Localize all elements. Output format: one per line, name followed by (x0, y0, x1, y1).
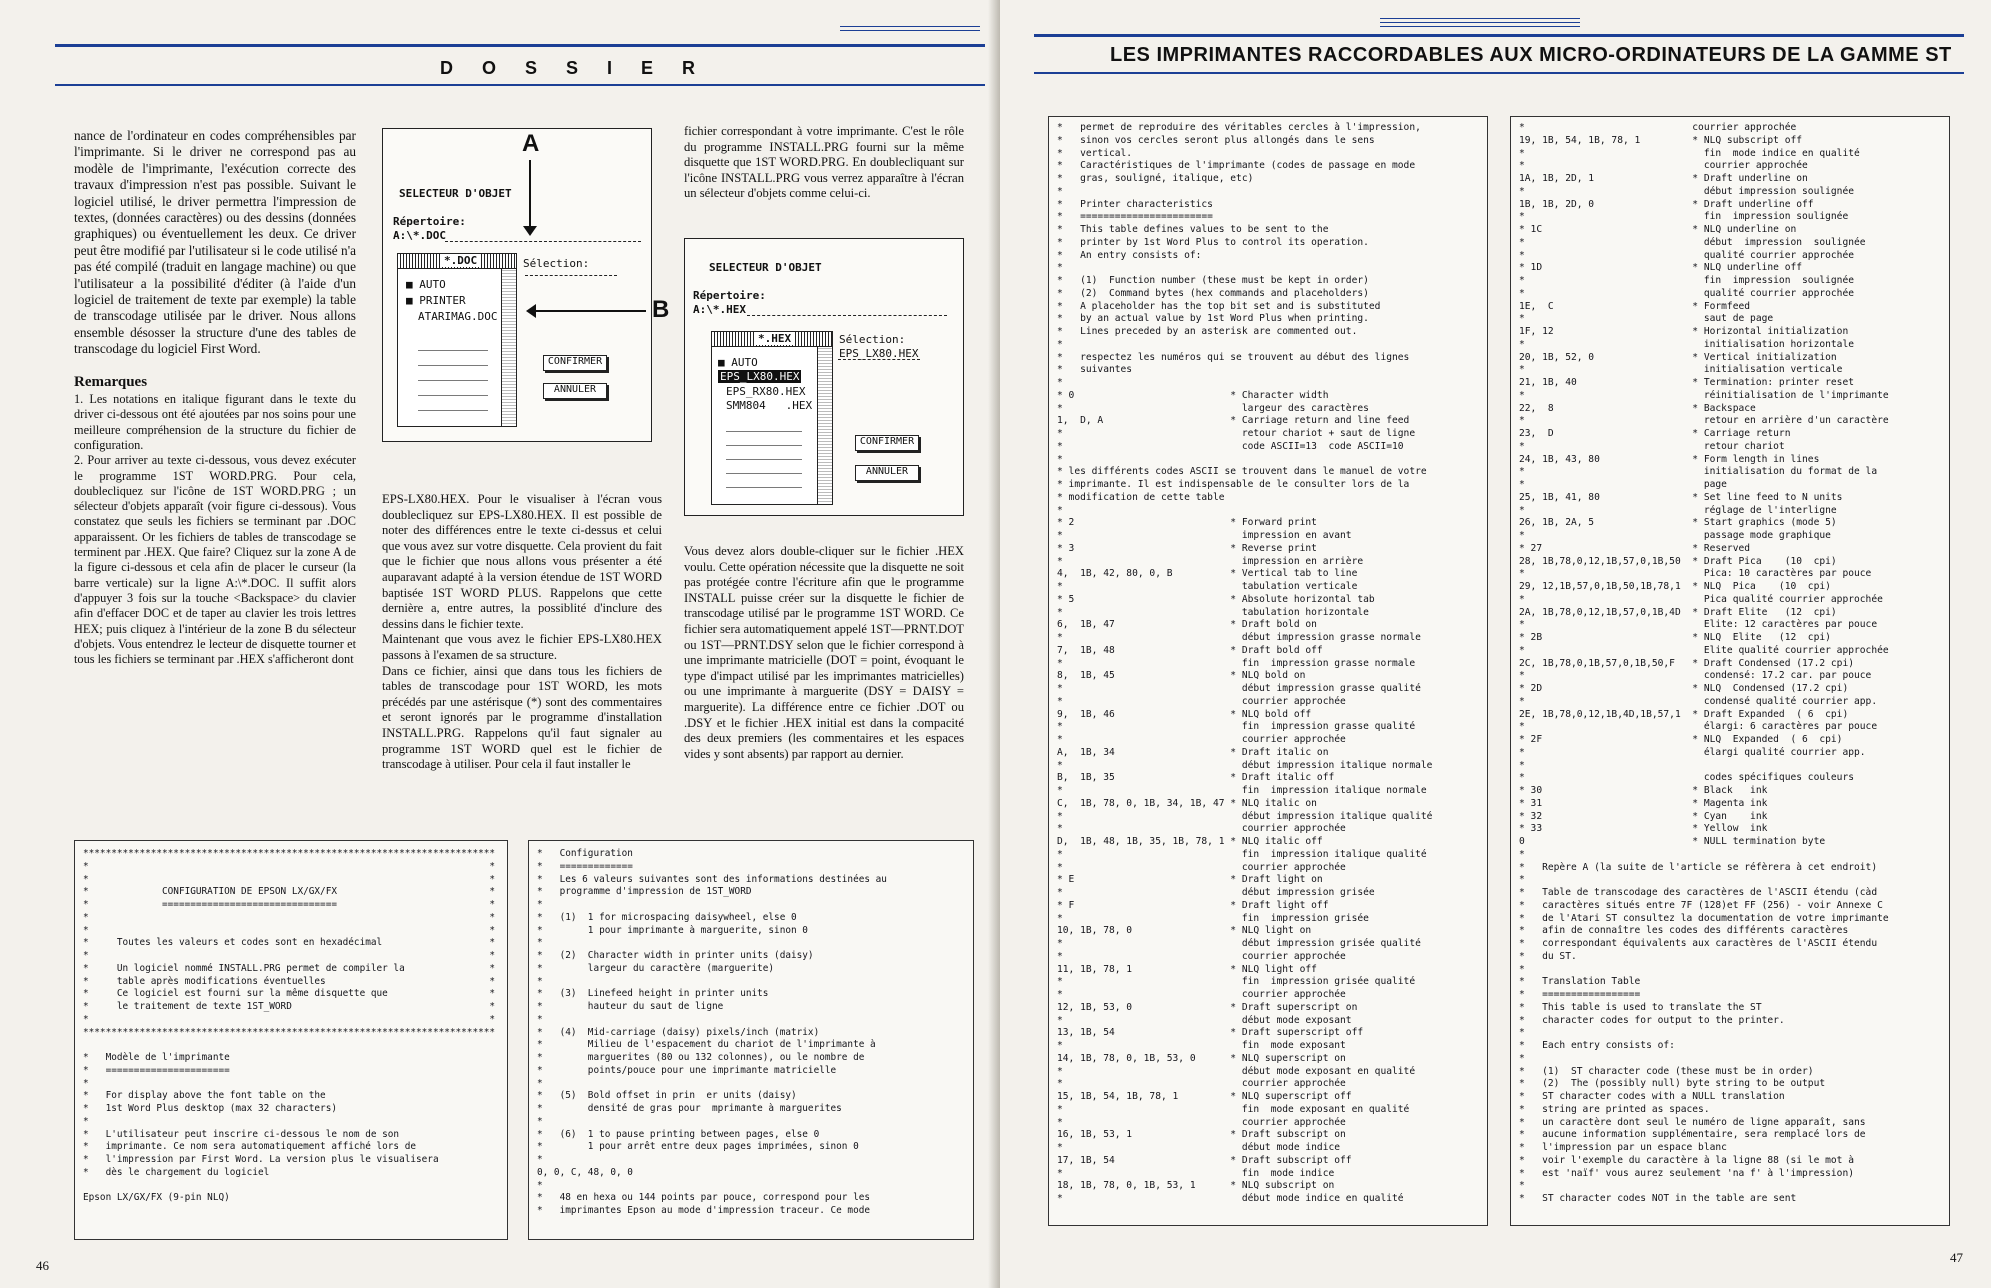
code-line: * retour chariot + saut de ligne (1057, 428, 1416, 439)
object-selector-figure-2 (684, 238, 964, 516)
code-line: * (2) The (possibly null) byte string to be output (1519, 1078, 1826, 1090)
scrollbar[interactable] (501, 269, 516, 426)
page-number: 46 (36, 1258, 49, 1273)
code-line: 17, 1B, 54 * Draft subscript off (1057, 1154, 1352, 1166)
code-line: * ============= (537, 860, 633, 872)
code-line: 11, 1B, 78, 1 * NLQ light off (1057, 963, 1317, 975)
code-line: * page (1519, 479, 1727, 490)
code-line: * vertical. (1057, 147, 1133, 159)
marker-b: B (652, 296, 670, 323)
file-item[interactable]: ATARIMAG.DOC (418, 310, 498, 323)
directory-label: Répertoire: (693, 289, 766, 302)
window-title: *.DOC (444, 254, 478, 267)
file-list-window (711, 331, 833, 505)
code-line: * passage mode graphique (1519, 530, 1831, 541)
code-line: * 1C * NLQ underline on (1519, 224, 1797, 235)
code-line: * initialisation du format de la (1519, 466, 1878, 478)
code-line: 22, 8 * Backspace (1519, 402, 1756, 414)
code-line: * * (83, 911, 496, 923)
header-rule-thin (1380, 26, 1580, 27)
arrow-a-line (529, 160, 531, 230)
code-line: * modification de cette table (1057, 491, 1225, 503)
code-line: * (1519, 1027, 1525, 1039)
code-line: 21, 1B, 40 * Termination: printer reset (1519, 377, 1855, 388)
code-line: 10, 1B, 78, 0 * NLQ light on (1057, 925, 1312, 937)
code-box-printer-characteristics (1048, 116, 1488, 1226)
header-rule-thin (840, 30, 980, 31)
code-line: 2C, 1B,78,0,1B,57,0,1B,50,F * Draft Condensed (17.2 cpi) (1519, 657, 1855, 669)
code-line: * Ce logiciel est fourni sur la même disquette que * (83, 988, 496, 1000)
page-title: LES IMPRIMANTES RACCORDABLES AUX MICRO-ORDINATEURS DE LA GAMME ST (1110, 44, 1952, 66)
code-line: ************************************************************************* (83, 1026, 496, 1038)
code-line: * * (83, 873, 496, 885)
code-line: * This table defines values to be sent to the (1057, 224, 1329, 235)
code-line: * (537, 1154, 543, 1165)
file-item-selected[interactable]: EPS_LX80.HEX (720, 370, 800, 383)
code-line: * début impression italique normale (1057, 759, 1433, 771)
code-line: 0, 0, C, 48, 0, 0 (537, 1166, 633, 1178)
paragraph: fichier correspondant à votre imprimante. C'est le rôle du programme INSTALL.PRG fourni sur la même disquette que 1ST WORD.PRG. En doublecliquant sur l'icône INSTALL.PRG vous verrez apparaître à l'écran un sélecteur d'objets comme celui-ci. (684, 124, 964, 201)
code-line: * points/pouce pour une imprimante matricielle (537, 1064, 837, 1076)
code-line: * F * Draft light off (1057, 899, 1329, 911)
path-underline (747, 315, 947, 316)
code-line: * fin impression grisée qualité (1057, 976, 1416, 988)
code-line: * l'impression par un espace blanc (1519, 1142, 1727, 1153)
code-line: A, 1B, 34 * Draft italic on (1057, 746, 1329, 758)
paragraph: nance de l'ordinateur en codes compréhensibles par l'imprimante. Si le driver ne correspond pas au modèle de l'imprimante, l'exécution correcte des travaux d'impression n'est pas possible. Suivant le logiciel utilisé, le driver permettra l'impression de textes, (données caractères) ou des dessins (données graphiques) ou éventuellement les deux. Ce driver peut être modifié par l'utilisateur si le code utilisé n'a pas été compilé (traduit en langage machine) ou que l'utilisateur a la possibilité d'éditer (à l'aide d'un logiciel de traitement de texte par exemple) la table de transcodage utilisée par le driver. Nous allons ensemble désosser la structure d'une des tables de transcodage du logiciel First Word. (74, 128, 356, 357)
paragraph: 1. Les notations en italique figurant dans le texte du driver ci-dessous ont été ajoutées par nos soins pour une meilleure compréhension de la structure du fichier de configuration. (74, 392, 356, 452)
code-line: * * (83, 950, 496, 961)
code-line: * Each entry consists of: (1519, 1040, 1675, 1051)
code-line: * correspondant équivalents aux caractères de l'ASCII étendu (1519, 938, 1878, 949)
code-line: * le traitement de texte 1ST_WORD * (83, 1001, 496, 1012)
code-line: * Table de transcodage des caractères de l'ASCII étendu (càd (1519, 887, 1878, 898)
code-line: * impression en avant (1057, 530, 1352, 541)
code-line: * (537, 899, 543, 910)
header-rule-bottom (55, 84, 985, 86)
section-label: D O S S I E R (440, 58, 708, 78)
code-line: * fin impression italique normale (1057, 785, 1427, 796)
code-line: * imprimantes Epson au mode d'impression traceur. Ce mode (537, 1205, 871, 1216)
code-line: * 1 pour arrêt entre deux pages imprimées, sinon 0 (537, 1141, 859, 1153)
code-line: * largeur des caractères (1057, 402, 1369, 414)
code-line: * This table is used to translate the ST (1519, 1001, 1762, 1013)
code-line: * densité de gras pour mprimante à marguerites (537, 1103, 842, 1114)
code-line: * début impression soulignée (1519, 185, 1855, 197)
code-line: * by an actual value by 1st Word Plus when printing. (1057, 313, 1369, 325)
code-line: * (1057, 504, 1063, 516)
code-line: * respectez les numéros qui se trouvent au début des lignes (1057, 351, 1410, 363)
code-line: * Modèle de l'imprimante (83, 1052, 230, 1063)
marker-a: A (522, 130, 540, 157)
code-line: * 31 * Magenta ink (1519, 797, 1768, 809)
column-1 (74, 128, 356, 667)
code-line: * les différents codes ASCII se trouvent dans le manuel de votre (1057, 466, 1427, 478)
code-line: * table après modifications éventuelles * (83, 975, 496, 987)
code-line: * Elite qualité courrier approchée (1519, 644, 1889, 656)
code-line: * 1st Word Plus desktop (max 32 characters) (83, 1103, 337, 1114)
code-line: * initialisation verticale (1519, 364, 1843, 376)
code-line: * saut de page (1519, 313, 1774, 325)
code-line: * 2 * Forward print (1057, 517, 1317, 529)
code-line: 2E, 1B,78,0,12,1B,4D,1B,57,1 * Draft Expanded ( 6 cpi) (1519, 708, 1849, 720)
code-line: * =============================== * (83, 899, 496, 910)
code-line: * courrier approchée (1057, 1078, 1346, 1090)
figure-title: SELECTEUR D'OBJET (399, 187, 512, 200)
code-line: * voir l'exemple du caractère à la ligne 88 (si le mot à (1519, 1154, 1855, 1166)
code-line: * caractères situés entre 7F (128)et FF (256) - voir Annexe C (1519, 899, 1883, 911)
code-line: * Elite: 12 caractères par pouce (1519, 619, 1878, 631)
file-item[interactable]: ■ AUTO (406, 278, 446, 291)
code-line: * est 'naïf' vous aurez seulement 'na f' à l'impression) (1519, 1167, 1855, 1179)
code-line: * (1519, 963, 1525, 975)
header-rule-thin (1380, 18, 1580, 19)
code-line: * tabulation verticale (1057, 581, 1358, 592)
code-line: 16, 1B, 53, 1 * Draft subscript on (1057, 1129, 1346, 1141)
code-line: * début mode indice (1057, 1142, 1341, 1153)
paragraph: 2. Pour arriver au texte ci-dessous, vous devez exécuter le programme 1ST WORD.PRG. Pour cela, doublecliquez sur l'icône de 1ST WORD.PRG ; un sélecteur d'objets apparaît (voir figure ci-dessous). Vous constatez que seuls les fichiers se terminant par .DOC apparaissent. Or les fichiers de tables de transcodage se terminent par .HEX. Que faire? Cliquez sur la zone A de la figure ci-dessous et cela afin de placer le curseur (la barre verticale) sur la ligne A:\*.DOC. Il suffit alors d'appuyer 3 fois sur la touche <Backspace> du clavier afin d'effacer DOC et de taper au clavier les trois lettres HEX; puis cliquez à l'intérieur de la zone B du sélecteur d'objets. Vous entendrez le lecteur de disquette tourner et tous les fichiers se terminant par .HEX s'afficheront dont (74, 453, 356, 667)
code-line: * 1D * NLQ underline off (1519, 262, 1803, 274)
file-list-window (397, 253, 517, 427)
code-line: * qualité courrier approchée (1519, 287, 1855, 299)
code-line: * ====================== (83, 1064, 230, 1076)
code-line: 15, 1B, 54, 1B, 78, 1 * NLQ superscript off (1057, 1091, 1352, 1102)
code-line: * courrier approchée (1057, 950, 1346, 962)
code-line: * (4) Mid-carriage (daisy) pixels/inch (matrix) (537, 1026, 820, 1038)
paragraph: Maintenant que vous avez le fichier EPS-LX80.HEX passons à l'examen de sa structure. (382, 632, 662, 662)
selection-value[interactable]: EPS_LX80.HEX (839, 347, 919, 360)
code-line: * ================= (1519, 989, 1641, 1000)
code-line: * gras, souligné, italique, etc) (1057, 173, 1254, 184)
code-line: * string are printed as spaces. (1519, 1103, 1710, 1115)
code-line: * * (83, 860, 496, 872)
code-line: D, 1B, 48, 1B, 35, 1B, 78, 1 * NLQ italic off (1057, 836, 1323, 847)
code-line: * (6) 1 to pause printing between pages, else 0 (537, 1128, 820, 1140)
code-line: * 30 * Black ink (1519, 785, 1768, 796)
code-line: * élargi qualité courrier app. (1519, 746, 1866, 758)
code-line: * de l'Atari ST consultez la documentation de votre imprimante (1519, 912, 1889, 924)
code-line: * (1057, 338, 1063, 350)
empty-slots (726, 418, 802, 498)
code-line: 13, 1B, 54 * Draft superscript off (1057, 1027, 1364, 1039)
code-line: ************************************************************************* (83, 848, 496, 859)
arrow-a-head (523, 226, 537, 236)
code-line: * 27 * Reserved (1519, 542, 1751, 554)
arrow-b-line (536, 310, 646, 312)
code-line: * hauteur du saut de ligne (537, 1001, 724, 1012)
code-line: * * (83, 924, 496, 936)
code-line: * (83, 1115, 89, 1127)
code-line: * Pica: 10 caractères par pouce (1519, 568, 1872, 580)
code-line: * (1519, 848, 1525, 860)
arrow-b-head (526, 304, 536, 318)
code-line: 9, 1B, 46 * NLQ bold off (1057, 708, 1312, 720)
code-line: * character codes for output to the printer. (1519, 1014, 1785, 1026)
column-3-top (684, 124, 964, 202)
code-line: * (5) Bold offset in prin er units (daisy) (537, 1090, 797, 1102)
file-item[interactable]: EPS_RX80.HEX (726, 385, 806, 398)
code-box-configuration (528, 840, 974, 1240)
code-line: * fin impression grasse qualité (1057, 721, 1416, 733)
empty-slots (418, 336, 488, 420)
code-line: * (1519, 759, 1525, 771)
header-rule-bottom (1034, 72, 1964, 74)
directory-label: Répertoire: (393, 215, 466, 228)
code-line: * code ASCII=13 code ASCII=10 (1057, 440, 1404, 452)
code-line: * fin impression grisée (1057, 912, 1369, 924)
code-line: 26, 1B, 2A, 5 * Start graphics (mode 5) (1519, 517, 1837, 529)
code-line: * afin de connaître les codes des différents caractères (1519, 925, 1849, 937)
code-line: * Pica qualité courrier approchée (1519, 593, 1883, 605)
file-item[interactable]: ■ PRINTER (406, 294, 466, 307)
code-line: 18, 1B, 78, 0, 1B, 53, 1 * NLQ subscript on (1057, 1180, 1335, 1192)
path-underline (445, 241, 641, 242)
code-line: 25, 1B, 41, 80 * Set line feed to N units (1519, 491, 1843, 503)
code-line: * 3 * Reverse print (1057, 542, 1317, 554)
figure-title: SELECTEUR D'OBJET (709, 261, 822, 274)
code-line: * (1519, 1052, 1525, 1064)
code-line: * (1519, 874, 1525, 886)
code-line: * condensé qualité courrier app. (1519, 695, 1878, 707)
code-line: * 0 * Character width (1057, 389, 1329, 401)
code-line: C, 1B, 78, 0, 1B, 34, 1B, 47 * NLQ italic on (1057, 797, 1317, 809)
selection-label: Sélection: (523, 257, 590, 270)
column-2 (382, 492, 662, 773)
code-line: * courrier approchée (1057, 989, 1346, 1000)
code-line: * qualité courrier approchée (1519, 249, 1855, 261)
code-line: * (1) 1 for microspacing daisywheel, else 0 (537, 911, 797, 923)
code-line: * début impression grisée qualité (1057, 938, 1421, 949)
code-line: * (537, 1013, 543, 1025)
code-line: 6, 1B, 47 * Draft bold on (1057, 619, 1317, 631)
cancel-button[interactable]: ANNULER (543, 383, 607, 399)
code-line: * fin mode indice en qualité (1519, 147, 1860, 159)
code-line: * (1) ST character code (these must be in order) (1519, 1065, 1814, 1077)
header-rule-thin (1380, 22, 1580, 23)
code-line: * retour en arrière d'un caractère (1519, 415, 1889, 427)
right-page (1000, 0, 1991, 1288)
code-line: * courrier approchée (1057, 1116, 1346, 1128)
selection-field[interactable] (525, 275, 617, 276)
code-line: * (1) Function number (these must be kept in order) (1057, 275, 1369, 286)
code-line: * courrier approchée (1519, 160, 1808, 172)
code-line: * début mode exposant (1057, 1014, 1352, 1026)
code-line: * For display above the font table on the (83, 1090, 326, 1102)
code-line: * permet de reproduire des véritables cercles à l'impression, (1057, 122, 1421, 133)
code-line: 14, 1B, 78, 0, 1B, 53, 0 * NLQ superscript on (1057, 1052, 1346, 1064)
code-line: 29, 12,1B,57,0,1B,50,1B,78,1 * NLQ Pica (10 cpi) (1519, 581, 1831, 592)
code-line: * ST character codes NOT in the table are sent (1519, 1193, 1797, 1204)
code-line: 7, 1B, 48 * Draft bold off (1057, 644, 1323, 656)
code-line: * courrier approchée (1057, 695, 1346, 707)
code-line (83, 1038, 499, 1051)
code-line: 23, D * Carriage return (1519, 428, 1791, 439)
code-line: * (1057, 262, 1063, 274)
file-item[interactable]: SMM804 .HEX (726, 399, 813, 412)
code-line: 19, 1B, 54, 1B, 78, 1 * NLQ subscript off (1519, 134, 1803, 146)
code-line: * printer by 1st Word Plus to control its operation. (1057, 236, 1369, 248)
code-line: 20, 1B, 52, 0 * Vertical initialization (1519, 351, 1837, 363)
column-3-bottom (684, 544, 964, 762)
code-line: * fin mode indice (1057, 1167, 1335, 1179)
header-rule-thin (840, 26, 980, 27)
code-line: 24, 1B, 43, 80 * Form length in lines (1519, 453, 1820, 465)
code-line: * 32 * Cyan ink (1519, 810, 1768, 822)
code-line: * (537, 937, 543, 949)
paragraph: Dans ce fichier, ainsi que dans tous les fichiers de tables de transcodage pour 1ST WORD, les mots précédés par une astérisque (*) sont des commentaires et seront ignorés par le programme d'installation INSTALL.PRG. Rappelons qu'il faut signaler au programme 1ST WORD quel est le fichier de transcodage à utiliser. Pour cela il faut installer le (382, 663, 662, 772)
selection-field (838, 359, 920, 360)
code-line: * initialisation horizontale (1519, 338, 1855, 350)
code-line: * réinitialisation de l'imprimante (1519, 389, 1889, 401)
code-line: * (1057, 185, 1063, 197)
code-line: Epson LX/GX/FX (9-pin NLQ) (83, 1192, 230, 1204)
code-line: * début impression grasse normale (1057, 632, 1421, 643)
code-line: * 2B * NLQ Elite (12 cpi) (1519, 632, 1831, 643)
code-line: * Toutes les valeurs et codes sont en hexadécimal * (83, 937, 496, 949)
code-line: * (3) Linefeed height in printer units (537, 988, 769, 1000)
code-line: * fin impression italique qualité (1057, 848, 1427, 860)
code-line: * 2D * NLQ Condensed (17.2 cpi) (1519, 683, 1849, 694)
code-line: * tabulation horizontale (1057, 606, 1369, 618)
code-line: * courrier approchée (1519, 122, 1797, 133)
code-line: 4, 1B, 42, 80, 0, B * Vertical tab to line (1057, 568, 1358, 580)
code-line: 12, 1B, 53, 0 * Draft superscript on (1057, 1001, 1358, 1013)
code-line: 28, 1B,78,0,12,1B,57,0,1B,50 * Draft Pica (10 cpi) (1519, 555, 1837, 567)
confirm-button[interactable]: CONFIRMER (543, 355, 607, 371)
object-selector-figure-1 (382, 128, 652, 442)
code-line: * Les 6 valeurs suivantes sont des informations destinées au (537, 873, 887, 885)
code-line: 0 * NULL termination byte (1519, 836, 1826, 847)
scrollbar[interactable] (817, 347, 832, 504)
code-line: * dès le chargement du logiciel (83, 1166, 270, 1178)
code-line: 8, 1B, 45 * NLQ bold on (1057, 670, 1306, 682)
code-line: * condensé: 17.2 car. par pouce (1519, 670, 1872, 682)
paragraph: Vous devez alors double-cliquer sur le fichier .HEX voulu. Cette opération nécessite que la disquette ne soit pas protégée contre l'écriture afin que le programme INSTALL puisse créer sur la disquette le fichier de transcodage utilisé par le programme 1ST WORD. Ce fichier sera automatiquement appelé 1ST—PRNT.DOT ou 1ST—PRNT.DSY selon que le fichier correspond à une imprimante matricielle (DOT = point, évoquant le type d'impact utilisé par les imprimantes matricielles) ou une imprimante à marguerite (DSY = DAISY = marguerite). La différence entre ce fichier .DOT ou .DSY et le fichier .HEX initial est dans la compacité des deux premiers (les commentaires et les espaces vides y sont absents) par rapport au dernier. (684, 544, 964, 761)
code-line: * Printer characteristics (1057, 198, 1213, 210)
code-line: * CONFIGURATION DE EPSON LX/GX/FX * (83, 886, 496, 898)
code-line: * (83, 1077, 89, 1089)
code-line: * courrier approchée (1057, 734, 1346, 745)
code-line: * Repère A (la suite de l'article se réfèrera à cet endroit) (1519, 861, 1878, 873)
code-line: * * (83, 1013, 496, 1025)
code-line: * (1057, 453, 1063, 465)
code-line: * (1519, 1180, 1525, 1192)
code-line: * Configuration (537, 848, 633, 859)
code-line: * fin mode exposant (1057, 1040, 1346, 1051)
code-line: * programme d'impression de 1ST_WORD (537, 886, 752, 898)
code-line: * début mode indice en qualité (1057, 1193, 1404, 1204)
code-line: * fin mode exposant en qualité (1057, 1103, 1410, 1115)
code-line: * début impression grisée (1057, 887, 1375, 898)
code-box-translation-table (1510, 116, 1950, 1226)
page-number: 47 (1950, 1250, 1963, 1265)
code-line: * ======================= (1057, 211, 1213, 223)
file-item[interactable]: ■ AUTO (718, 356, 758, 369)
code-line: * (537, 1115, 543, 1127)
window-title: *.HEX (758, 332, 792, 345)
code-line: * (537, 1077, 543, 1089)
code-line: 1A, 1B, 2D, 1 * Draft underline on (1519, 173, 1808, 184)
code-line: * impression en arrière (1057, 555, 1364, 567)
code-line: * fin impression soulignée (1519, 211, 1849, 223)
code-box-epson-config (74, 840, 508, 1240)
code-line: * 2F * NLQ Expanded ( 6 cpi) (1519, 734, 1843, 745)
confirm-button[interactable]: CONFIRMER (855, 435, 919, 451)
code-line: * fin impression soulignée (1519, 275, 1855, 286)
code-line: 1E, C * Formfeed (1519, 300, 1751, 312)
code-line: * (2) Character width in printer units (daisy) (537, 950, 814, 961)
code-line: * suivantes (1057, 364, 1133, 376)
code-line: * début impression grasse qualité (1057, 683, 1421, 694)
code-line: * début impression italique qualité (1057, 810, 1433, 822)
code-line: B, 1B, 35 * Draft italic off (1057, 772, 1335, 784)
code-line: 2A, 1B,78,0,12,1B,57,0,1B,4D * Draft Elite (12 cpi) (1519, 606, 1837, 618)
header-rule (1034, 34, 1964, 37)
code-line (83, 1179, 499, 1192)
code-line: * A placeholder has the top bit set and is substituted (1057, 300, 1381, 312)
code-line: * 5 * Absolute horizontal tab (1057, 593, 1375, 605)
code-line: * marguerites (80 ou 132 colonnes), ou le nombre de (537, 1052, 865, 1063)
code-line: * Milieu de l'espacement du chariot de l'imprimante à (537, 1039, 876, 1051)
code-line: * début mode exposant en qualité (1057, 1065, 1416, 1077)
code-line: 1B, 1B, 2D, 0 * Draft underline off (1519, 198, 1814, 210)
code-line: * élargi: 6 caractères par pouce (1519, 721, 1878, 733)
code-line: * codes spécifiques couleurs (1519, 772, 1855, 784)
remarques-heading: Remarques (74, 373, 148, 390)
code-line: * (1057, 377, 1063, 388)
code-line: * Un logiciel nommé INSTALL.PRG permet de compiler la * (83, 962, 496, 974)
code-line: * du ST. (1519, 950, 1577, 962)
selection-label: Sélection: (839, 333, 906, 346)
code-line: * An entry consists of: (1057, 249, 1202, 261)
code-line: * aucune information supplémentaire, sera remplacé lors de (1519, 1129, 1866, 1141)
header-rule (55, 44, 985, 47)
directory-path[interactable]: A:\*.HEX (693, 303, 746, 316)
code-line: 1F, 12 * Horizontal initialization (1519, 326, 1849, 337)
code-line: * imprimante. Ce nom sera automatiquement affiché lors de (83, 1141, 417, 1153)
code-line: * courrier approchée (1057, 861, 1346, 873)
code-line: * un caractère dont seul le numéro de ligne apparaît, sans (1519, 1116, 1866, 1128)
code-line: * (537, 975, 543, 987)
code-line: * 48 en hexa ou 144 points par pouce, correspond pour les (537, 1192, 871, 1204)
code-line: * largeur du caractère (marguerite) (537, 962, 775, 974)
paragraph: EPS-LX80.HEX. Pour le visualiser à l'écran vous doublecliquez sur EPS-LX80.HEX. Il est possible de noter des différences entre le texte ci-dessus et celui que vous avez sur votre disquette. Cela provient du fait que le fichier que nous allons vous présenter a été auparavant adapté à la version étendue de 1ST WORD baptisée 1ST WORD PLUS. Rappelons que cette dernière a, entre autres, la possiblité d'inclure des dessins dans le fichier texte. (382, 492, 662, 631)
code-line: * Lines preceded by an asterisk are commented out. (1057, 326, 1358, 337)
code-line: * sinon vos cercles seront plus allongés dans le sens (1057, 134, 1375, 146)
code-line: * E * Draft light on (1057, 874, 1323, 886)
code-line: * Translation Table (1519, 976, 1641, 988)
code-line: 1, D, A * Carriage return and line feed (1057, 415, 1410, 427)
code-line: * retour chariot (1519, 440, 1785, 452)
code-line: * (537, 1179, 543, 1191)
code-line: * 1 pour imprimante à marguerite, sinon 0 (537, 924, 808, 936)
code-line: * ST character codes with a NULL translation (1519, 1091, 1785, 1102)
code-line: * courrier approchée (1057, 823, 1346, 835)
code-line: * l'impression par First Word. La version plus le visualisera (83, 1154, 439, 1165)
code-line: * L'utilisateur peut inscrire ci-dessous le nom de son (83, 1128, 400, 1140)
code-line: * Caractéristiques de l'imprimante (codes de passage en mode (1057, 160, 1416, 172)
directory-path[interactable]: A:\*.DOC (393, 229, 446, 242)
cancel-button[interactable]: ANNULER (855, 465, 919, 481)
code-line: * imprimante. Il est indispensable de le consulter lors de la (1057, 479, 1410, 490)
code-line: * début impression soulignée (1519, 236, 1866, 248)
code-line: * 33 * Yellow ink (1519, 823, 1768, 835)
code-line: * réglage de l'interligne (1519, 504, 1837, 516)
code-line: * (2) Command bytes (hex commands and placeholders) (1057, 287, 1369, 299)
code-line: * fin impression grasse normale (1057, 657, 1416, 669)
